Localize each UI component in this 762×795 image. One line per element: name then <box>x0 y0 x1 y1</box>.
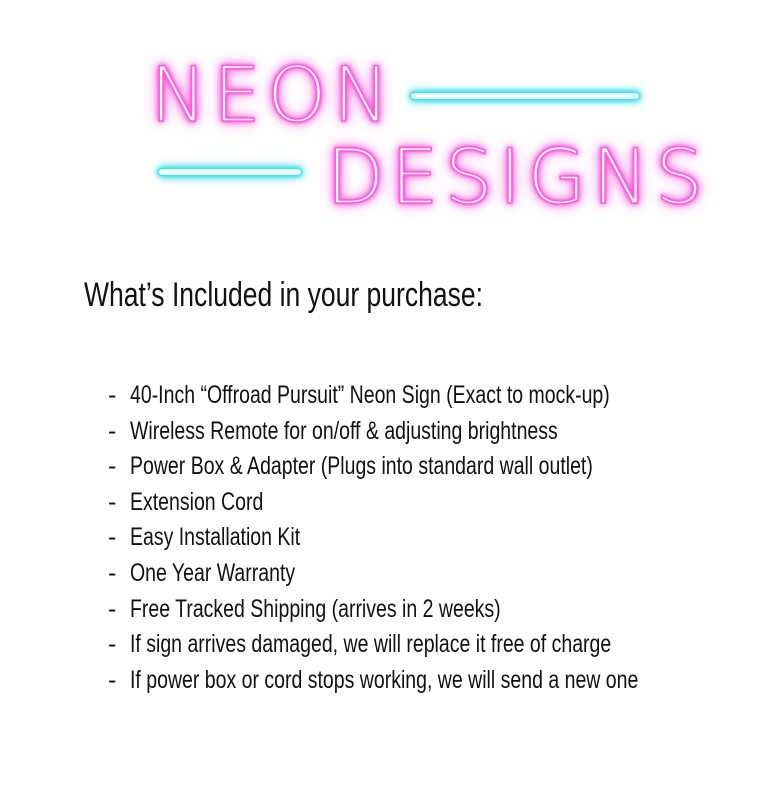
list-item-text: 40-Inch “Offroad Pursuit” Neon Sign (Exact to mock-up) <box>130 381 610 409</box>
list-item-text: Extension Cord <box>130 487 264 516</box>
bullet-dash: - <box>108 381 117 409</box>
logo-word-neon: NEON <box>150 50 396 139</box>
list-item-text: Wireless Remote for on/off & adjusting brightness <box>130 416 558 445</box>
bullet-dash: - <box>108 452 117 481</box>
list-item <box>108 663 762 699</box>
bullet-dash: - <box>108 523 117 552</box>
list-item <box>108 485 762 521</box>
list-item-text: If power box or cord stops working, we will send a new one <box>130 665 639 694</box>
list-item <box>108 627 762 663</box>
logo-word-designs: DESIGNS <box>326 132 710 221</box>
bullet-dash: - <box>108 665 117 694</box>
bullet-dash: - <box>108 630 117 659</box>
list-item <box>108 449 762 485</box>
list-item-text: One Year Warranty <box>130 558 296 587</box>
bullet-dash: - <box>108 416 117 445</box>
included-heading: What’s Included in your purchase: <box>84 276 484 314</box>
list-item-text: Easy Installation Kit <box>130 523 301 552</box>
bullet-dash: - <box>108 487 117 516</box>
list-item <box>108 520 762 556</box>
included-items-list <box>108 378 762 698</box>
list-item <box>108 378 762 414</box>
list-item-text: If sign arrives damaged, we will replace it free of charge <box>130 630 612 659</box>
list-item <box>108 556 762 592</box>
bullet-dash: - <box>108 558 117 587</box>
bullet-dash: - <box>108 594 117 623</box>
list-item <box>108 414 762 450</box>
list-item <box>108 592 762 628</box>
logo-neon-bar-left <box>158 168 302 176</box>
logo-neon-bar-right <box>410 92 640 100</box>
list-item-text: Free Tracked Shipping (arrives in 2 weeks) <box>130 594 501 623</box>
neon-designs-logo <box>0 0 762 240</box>
list-item-text: Power Box & Adapter (Plugs into standard wall outlet) <box>130 452 593 481</box>
